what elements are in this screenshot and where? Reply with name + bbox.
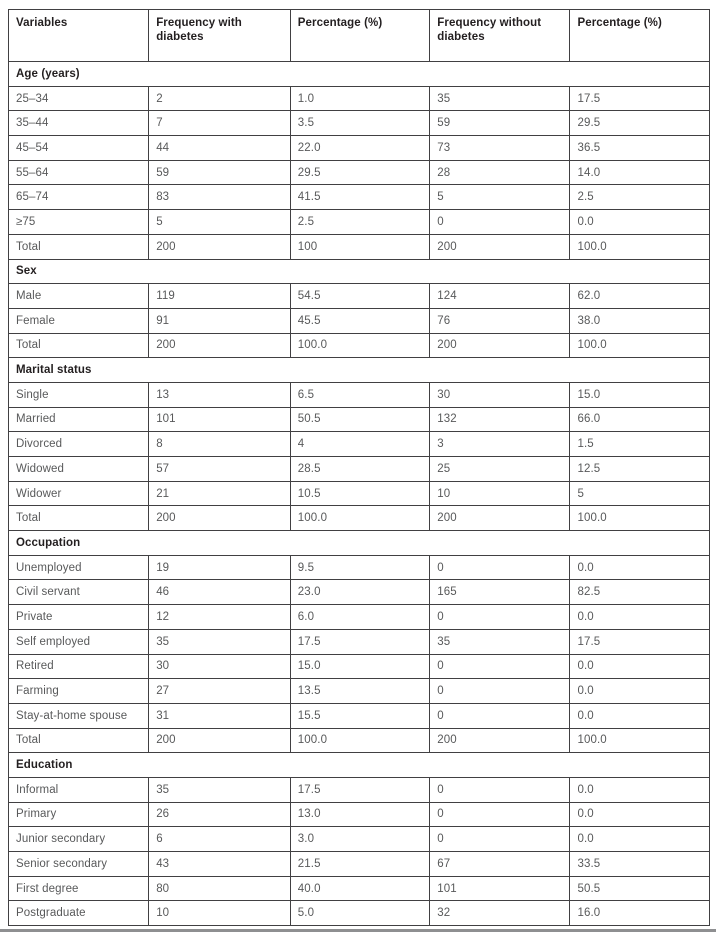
cell-value: 15.0 (290, 654, 429, 679)
cell-value: 66.0 (570, 407, 710, 432)
bottom-divider (0, 929, 716, 932)
table-row (9, 506, 710, 531)
cell-value: 30 (149, 654, 291, 679)
row-label: Total (9, 506, 149, 531)
cell-value: 35 (430, 629, 570, 654)
cell-value: 200 (149, 728, 291, 753)
cell-value: 29.5 (570, 111, 710, 136)
cell-value: 36.5 (570, 136, 710, 161)
row-label: Self employed (9, 629, 149, 654)
table-row (9, 111, 710, 136)
cell-value: 29.5 (290, 160, 429, 185)
row-label: Married (9, 407, 149, 432)
cell-value: 57 (149, 457, 291, 482)
cell-value: 7 (149, 111, 291, 136)
table-header (9, 10, 710, 62)
table-row (9, 629, 710, 654)
section-row (9, 753, 710, 778)
cell-value: 200 (430, 506, 570, 531)
row-label: Female (9, 308, 149, 333)
cell-value: 17.5 (570, 629, 710, 654)
column-header: Frequency with diabetes (149, 10, 291, 62)
cell-value: 22.0 (290, 136, 429, 161)
cell-value: 124 (430, 284, 570, 309)
row-label: 65–74 (9, 185, 149, 210)
table-row (9, 876, 710, 901)
column-header: Variables (9, 10, 149, 62)
cell-value: 0.0 (570, 679, 710, 704)
cell-value: 3.0 (290, 827, 429, 852)
row-label: Male (9, 284, 149, 309)
cell-value: 10 (149, 901, 291, 926)
row-label: Private (9, 605, 149, 630)
cell-value: 14.0 (570, 160, 710, 185)
cell-value: 0.0 (570, 654, 710, 679)
cell-value: 23.0 (290, 580, 429, 605)
cell-value: 15.0 (570, 382, 710, 407)
cell-value: 45.5 (290, 308, 429, 333)
cell-value: 2 (149, 86, 291, 111)
cell-value: 13.5 (290, 679, 429, 704)
row-label: Postgraduate (9, 901, 149, 926)
table-row (9, 852, 710, 877)
cell-value: 26 (149, 802, 291, 827)
table-row (9, 234, 710, 259)
cell-value: 100 (290, 234, 429, 259)
table-row (9, 802, 710, 827)
cell-value: 100.0 (570, 333, 710, 358)
cell-value: 76 (430, 308, 570, 333)
section-row (9, 259, 710, 284)
table-row (9, 308, 710, 333)
cell-value: 6.0 (290, 605, 429, 630)
cell-value: 12 (149, 605, 291, 630)
cell-value: 31 (149, 703, 291, 728)
cell-value: 40.0 (290, 876, 429, 901)
cell-value: 9.5 (290, 555, 429, 580)
cell-value: 1.5 (570, 432, 710, 457)
table-row (9, 333, 710, 358)
row-label: First degree (9, 876, 149, 901)
row-label: 35–44 (9, 111, 149, 136)
cell-value: 0 (430, 802, 570, 827)
cell-value: 0 (430, 827, 570, 852)
cell-value: 2.5 (570, 185, 710, 210)
cell-value: 2.5 (290, 210, 429, 235)
table-row (9, 777, 710, 802)
section-title: Education (9, 753, 710, 778)
cell-value: 165 (430, 580, 570, 605)
row-label: Total (9, 728, 149, 753)
cell-value: 8 (149, 432, 291, 457)
row-label: Total (9, 333, 149, 358)
table-row (9, 86, 710, 111)
cell-value: 200 (149, 333, 291, 358)
table-row (9, 679, 710, 704)
cell-value: 10 (430, 481, 570, 506)
row-label: Divorced (9, 432, 149, 457)
column-header: Frequency without diabetes (430, 10, 570, 62)
cell-value: 28 (430, 160, 570, 185)
section-row (9, 531, 710, 556)
table-row (9, 901, 710, 926)
cell-value: 41.5 (290, 185, 429, 210)
cell-value: 5 (570, 481, 710, 506)
cell-value: 0 (430, 703, 570, 728)
cell-value: 6 (149, 827, 291, 852)
row-label: 45–54 (9, 136, 149, 161)
table-row (9, 703, 710, 728)
cell-value: 4 (290, 432, 429, 457)
cell-value: 73 (430, 136, 570, 161)
cell-value: 59 (430, 111, 570, 136)
cell-value: 5 (430, 185, 570, 210)
cell-value: 100.0 (570, 234, 710, 259)
cell-value: 50.5 (290, 407, 429, 432)
cell-value: 100.0 (290, 506, 429, 531)
cell-value: 15.5 (290, 703, 429, 728)
cell-value: 19 (149, 555, 291, 580)
section-title: Occupation (9, 531, 710, 556)
table-row (9, 284, 710, 309)
cell-value: 100.0 (570, 506, 710, 531)
row-label: Unemployed (9, 555, 149, 580)
cell-value: 1.0 (290, 86, 429, 111)
cell-value: 35 (149, 629, 291, 654)
cell-value: 82.5 (570, 580, 710, 605)
cell-value: 35 (430, 86, 570, 111)
row-label: Total (9, 234, 149, 259)
table-row (9, 827, 710, 852)
row-label: Widower (9, 481, 149, 506)
cell-value: 43 (149, 852, 291, 877)
row-label: Civil servant (9, 580, 149, 605)
cell-value: 200 (430, 333, 570, 358)
row-label: Primary (9, 802, 149, 827)
header-row (9, 10, 710, 62)
cell-value: 119 (149, 284, 291, 309)
table-row (9, 555, 710, 580)
cell-value: 13 (149, 382, 291, 407)
cell-value: 10.5 (290, 481, 429, 506)
cell-value: 6.5 (290, 382, 429, 407)
cell-value: 0.0 (570, 555, 710, 580)
section-row (9, 358, 710, 383)
cell-value: 59 (149, 160, 291, 185)
cell-value: 21.5 (290, 852, 429, 877)
cell-value: 35 (149, 777, 291, 802)
cell-value: 83 (149, 185, 291, 210)
cell-value: 38.0 (570, 308, 710, 333)
cell-value: 28.5 (290, 457, 429, 482)
cell-value: 101 (430, 876, 570, 901)
cell-value: 100.0 (290, 728, 429, 753)
cell-value: 46 (149, 580, 291, 605)
row-label: 55–64 (9, 160, 149, 185)
table-row (9, 580, 710, 605)
column-header: Percentage (%) (570, 10, 710, 62)
row-label: Retired (9, 654, 149, 679)
table-row (9, 605, 710, 630)
cell-value: 200 (430, 728, 570, 753)
cell-value: 0 (430, 654, 570, 679)
cell-value: 50.5 (570, 876, 710, 901)
row-label: Stay-at-home spouse (9, 703, 149, 728)
table-row (9, 185, 710, 210)
cell-value: 0 (430, 210, 570, 235)
cell-value: 25 (430, 457, 570, 482)
cell-value: 0.0 (570, 605, 710, 630)
section-row (9, 62, 710, 87)
row-label: 25–34 (9, 86, 149, 111)
table-row (9, 210, 710, 235)
table-row (9, 728, 710, 753)
cell-value: 200 (149, 506, 291, 531)
cell-value: 0.0 (570, 827, 710, 852)
cell-value: 17.5 (570, 86, 710, 111)
row-label: Senior secondary (9, 852, 149, 877)
row-label: Single (9, 382, 149, 407)
cell-value: 100.0 (570, 728, 710, 753)
cell-value: 0 (430, 679, 570, 704)
cell-value: 67 (430, 852, 570, 877)
cell-value: 0 (430, 605, 570, 630)
table-row (9, 382, 710, 407)
table-row (9, 136, 710, 161)
cell-value: 3 (430, 432, 570, 457)
section-title: Marital status (9, 358, 710, 383)
table-row (9, 654, 710, 679)
column-header: Percentage (%) (290, 10, 429, 62)
cell-value: 13.0 (290, 802, 429, 827)
cell-value: 0 (430, 555, 570, 580)
demographics-table (8, 9, 710, 926)
row-label: Junior secondary (9, 827, 149, 852)
cell-value: 32 (430, 901, 570, 926)
cell-value: 132 (430, 407, 570, 432)
cell-value: 200 (430, 234, 570, 259)
table-body (9, 62, 710, 926)
cell-value: 80 (149, 876, 291, 901)
table-row (9, 160, 710, 185)
cell-value: 5 (149, 210, 291, 235)
cell-value: 0 (430, 777, 570, 802)
cell-value: 54.5 (290, 284, 429, 309)
row-label: Farming (9, 679, 149, 704)
cell-value: 5.0 (290, 901, 429, 926)
cell-value: 27 (149, 679, 291, 704)
row-label: Widowed (9, 457, 149, 482)
cell-value: 17.5 (290, 777, 429, 802)
table-row (9, 407, 710, 432)
table-row (9, 481, 710, 506)
section-title: Age (years) (9, 62, 710, 87)
cell-value: 0.0 (570, 210, 710, 235)
cell-value: 3.5 (290, 111, 429, 136)
cell-value: 33.5 (570, 852, 710, 877)
table-row (9, 432, 710, 457)
cell-value: 17.5 (290, 629, 429, 654)
cell-value: 101 (149, 407, 291, 432)
row-label: Informal (9, 777, 149, 802)
cell-value: 16.0 (570, 901, 710, 926)
cell-value: 12.5 (570, 457, 710, 482)
section-title: Sex (9, 259, 710, 284)
cell-value: 62.0 (570, 284, 710, 309)
cell-value: 200 (149, 234, 291, 259)
cell-value: 91 (149, 308, 291, 333)
cell-value: 0.0 (570, 802, 710, 827)
cell-value: 44 (149, 136, 291, 161)
cell-value: 30 (430, 382, 570, 407)
cell-value: 0.0 (570, 703, 710, 728)
row-label: ≥75 (9, 210, 149, 235)
cell-value: 21 (149, 481, 291, 506)
table-row (9, 457, 710, 482)
cell-value: 0.0 (570, 777, 710, 802)
cell-value: 100.0 (290, 333, 429, 358)
